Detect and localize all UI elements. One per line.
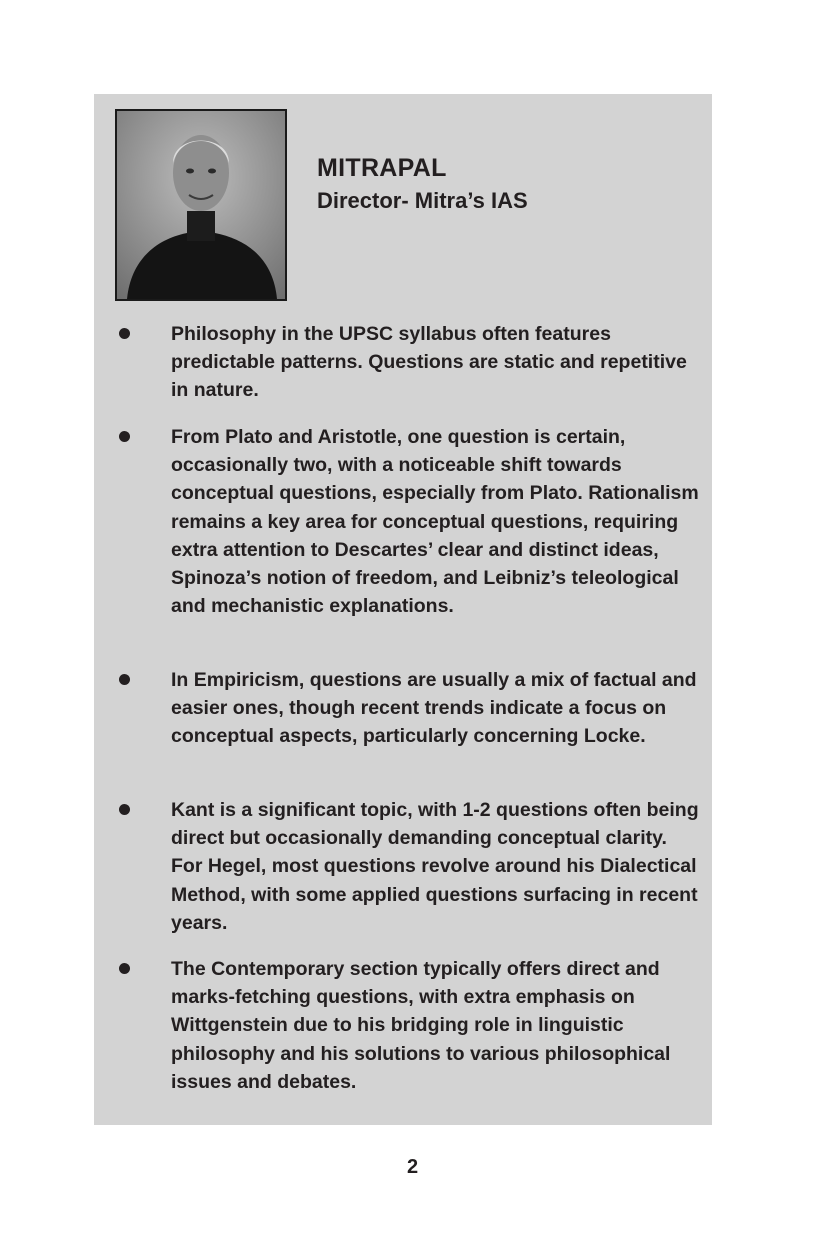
bullet-text: The Contemporary section typically offers direct and marks-fetching questions, with extra emphasis on Wittgenstein due to his bridging role in linguistic philosophy and his solutions to various philosophical issues and debates. xyxy=(171,958,671,1093)
bullet-text: Philosophy in the UPSC syllabus often features predictable patterns. Questions are static and repetitive in nature. xyxy=(171,323,687,402)
profile-panel xyxy=(94,94,712,1125)
profile-title: Director- Mitra’s IAS xyxy=(317,188,528,213)
portrait-photo xyxy=(115,109,287,301)
bullet-icon xyxy=(119,963,130,974)
page-number: 2 xyxy=(406,1156,419,1178)
bullet-icon xyxy=(119,674,130,685)
bullet-icon xyxy=(119,431,130,442)
bullet-text: In Empiricism, questions are usually a mix of factual and easier ones, though recent trends indicate a focus on conceptual aspects, particularly concerning Locke. xyxy=(171,669,697,748)
bullet-text: Kant is a significant topic, with 1-2 questions often being direct but occasionally demanding conceptual clarity. For Hegel, most questions revolve around his Dialectical Method, with some applied questions surfacing in recent years. xyxy=(171,799,699,934)
bullet-icon xyxy=(119,804,130,815)
profile-name: MITRAPAL xyxy=(317,154,447,182)
bullet-icon xyxy=(119,328,130,339)
bullet-text: From Plato and Aristotle, one question is certain, occasionally two, with a noticeable shift towards conceptual questions, especially from Plato. Rationalism remains a key area for conceptual questions, requiring extra attention to Descartes’ clear and distinct ideas, Spinoza’s notion of freedom, and Leibniz’s teleological and mechanistic explanations. xyxy=(171,426,699,618)
